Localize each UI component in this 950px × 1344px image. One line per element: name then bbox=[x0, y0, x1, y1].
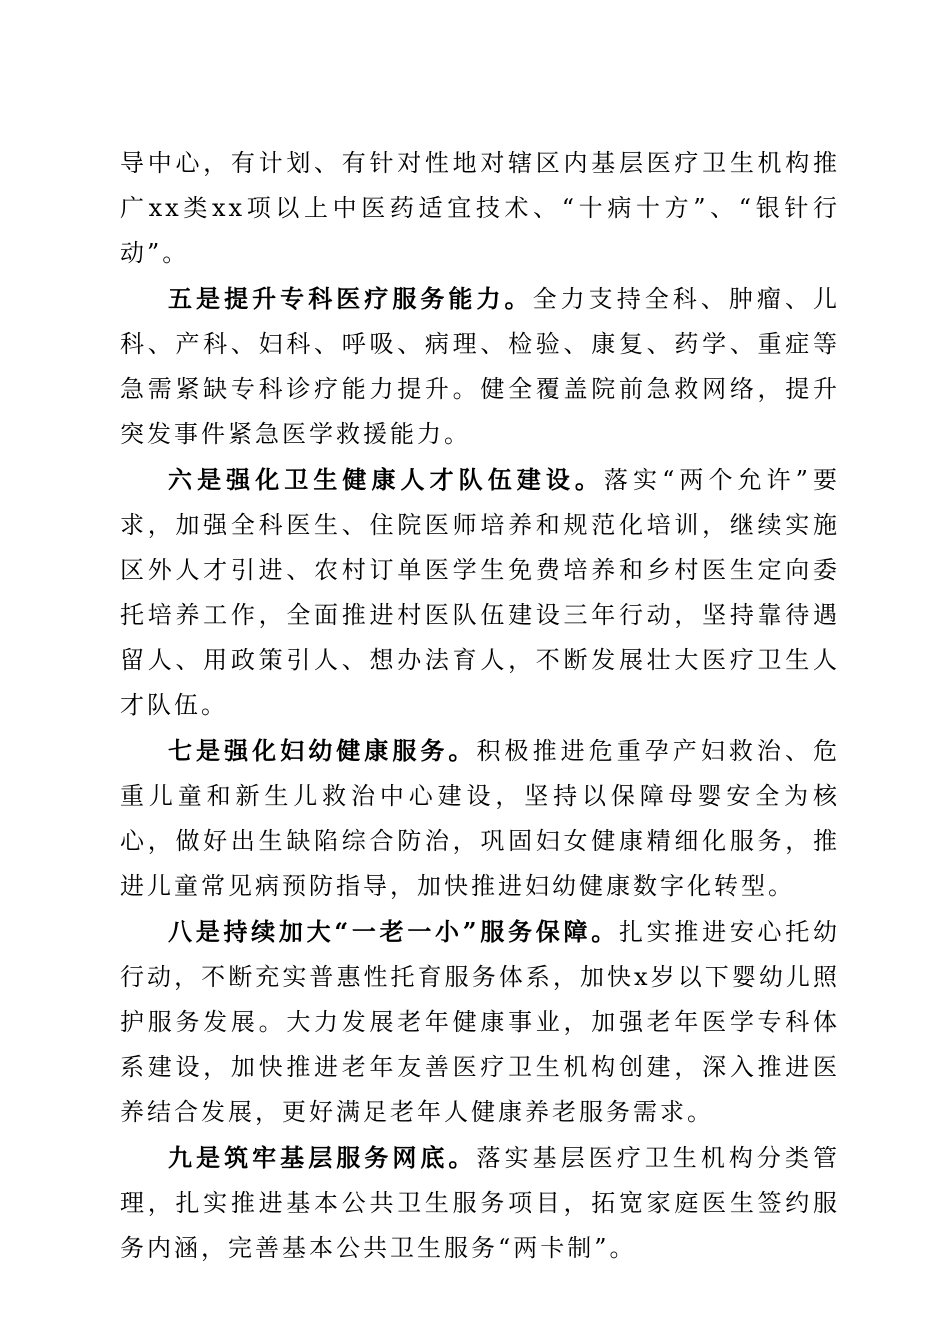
paragraph-9 bbox=[120, 1135, 840, 1271]
paragraph-lead: 八是持续加大“一老一小”服务保障。 bbox=[168, 917, 619, 946]
paragraph-text: 全力支持全科、肿瘤、儿科、产科、妇科、呼吸、病理、检验、康复、药学、重症等急需紧缺专科诊疗能力提升。健全覆盖院前急救网络，提升突发事件紧急医学救援能力。 bbox=[120, 285, 841, 448]
paragraph-lead: 六是强化卫生健康人才队伍建设。 bbox=[168, 465, 604, 494]
paragraph-lead: 七是强化妇幼健康服务。 bbox=[168, 736, 477, 765]
paragraph-5 bbox=[120, 276, 840, 457]
paragraph-7 bbox=[120, 728, 840, 909]
paragraph-lead: 五是提升专科医疗服务能力。 bbox=[168, 284, 533, 313]
paragraph-lead: 九是筑牢基层服务网底。 bbox=[168, 1143, 477, 1172]
paragraph-text: 扎实推进安心托幼行动，不断充实普惠性托育服务体系，加快x岁以下婴幼儿照护服务发展。大力发展老年健康事业，加强老年医学专科体系建设，加快推进老年友善医疗卫生机构创建，深入推进医养结合发展，更好满足老年人健康养老服务需求。 bbox=[120, 918, 841, 1126]
paragraph-text: 落实基层医疗卫生机构分类管理，扎实推进基本公共卫生服务项目，拓宽家庭医生签约服务内涵，完善基本公共卫生服务“两卡制”。 bbox=[120, 1144, 841, 1262]
paragraph-text: 积极推进危重孕产妇救治、危重儿童和新生儿救治中心建设，坚持以保障母婴安全为核心，做好出生缺陷综合防治，巩固妇女健康精细化服务，推进儿童常见病预防指导，加快推进妇幼健康数字化转型。 bbox=[120, 737, 841, 900]
paragraph-6 bbox=[120, 457, 840, 728]
paragraph-text: 导中心，有计划、有针对性地对辖区内基层医疗卫生机构推广xx类xx项以上中医药适宜技术、“十病十方”、“银针行动”。 bbox=[120, 149, 840, 267]
paragraph-text: 落实“两个允许”要求，加强全科医生、住院医师培养和规范化培训，继续实施区外人才引进、农村订单医学生免费培养和乡村医生定向委托培养工作，全面推进村医队伍建设三年行动，坚持靠待遇留人、用政策引人、想办法育人，不断发展壮大医疗卫生人才队伍。 bbox=[120, 466, 840, 719]
paragraph-continuation bbox=[120, 140, 840, 276]
paragraph-8 bbox=[120, 909, 840, 1135]
